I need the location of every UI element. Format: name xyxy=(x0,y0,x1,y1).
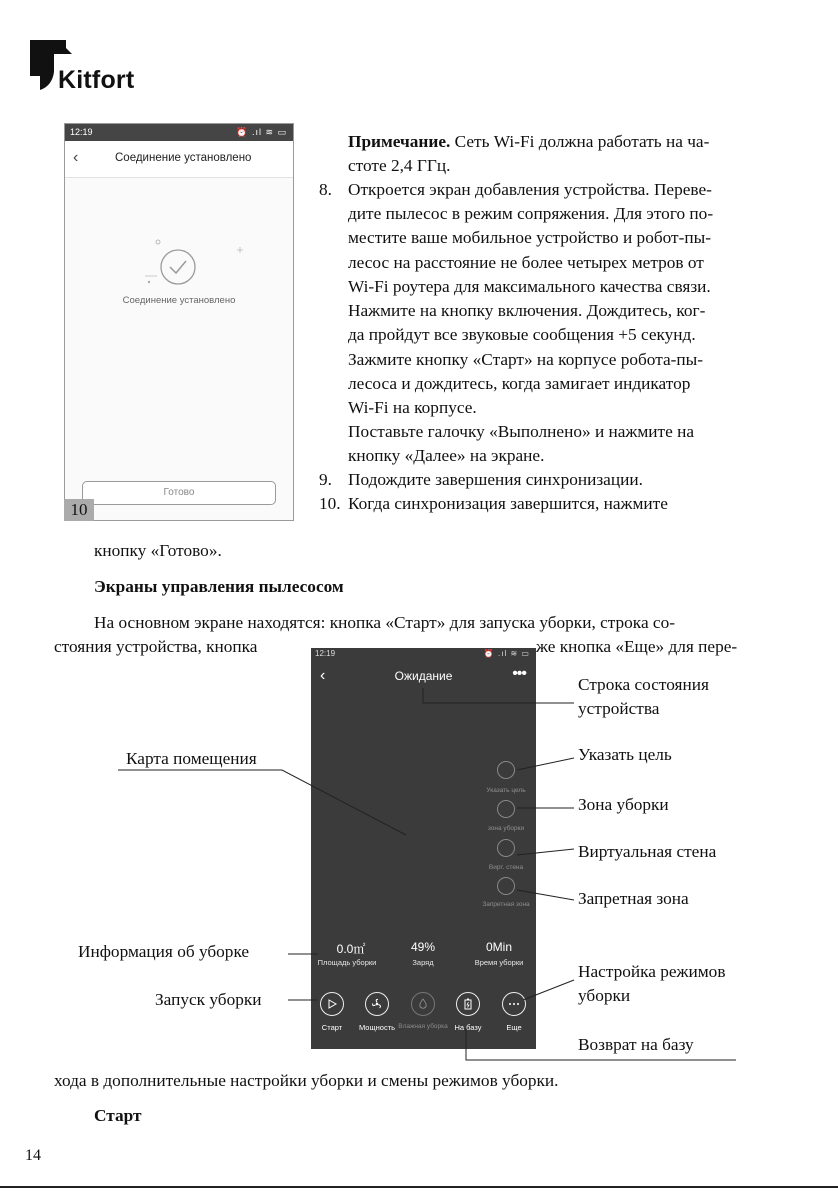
cleaned-area-label: Площадь уборки xyxy=(317,958,377,967)
status-time: 12:19 xyxy=(70,127,93,137)
control-label: Старт xyxy=(321,1023,343,1032)
header-title: Соединение установлено xyxy=(115,152,252,164)
note-line-2: стоте 2,4 ГГц. xyxy=(348,156,451,175)
control-label: Мощность xyxy=(358,1023,396,1032)
callout-set-target: Указать цель xyxy=(578,745,672,764)
more-options-icon[interactable]: ••• xyxy=(512,665,526,682)
note-label: Примечание. xyxy=(348,132,451,151)
item-8-line: дите пылесос в режим сопряжения. Для этого по- xyxy=(348,204,714,223)
callout-virtual-wall: Виртуальная стена xyxy=(578,842,717,861)
paragraph-line: стояния устройства, кнопка xyxy=(54,637,258,656)
continuation-text: кнопку «Готово». xyxy=(94,541,222,560)
tool-label: зона уборки xyxy=(487,825,525,832)
figure-number-badge: 10 xyxy=(64,499,94,521)
control-label: Еще xyxy=(506,1023,522,1032)
cleaned-area-value: 0.0㎡ xyxy=(336,942,366,956)
callout-no-go-zone: Запретная зона xyxy=(578,889,689,908)
connection-message: Соединение установлено xyxy=(122,295,236,306)
page-number: 14 xyxy=(25,1147,41,1164)
control-label: Влажная уборка xyxy=(398,1023,448,1030)
battery-label: Заряд xyxy=(412,958,434,967)
callout-start-cleaning: Запуск уборки xyxy=(155,990,262,1009)
brand-logo-text: Kitfort xyxy=(58,66,135,94)
item-8-line: Wi-Fi на корпусе. xyxy=(348,398,477,417)
tool-label: Вирт. стена xyxy=(488,864,524,871)
control-label: На базу xyxy=(454,1023,482,1032)
cleaning-time-label: Время уборки xyxy=(474,958,524,967)
status-icons: ⏰ .ıl ≋ ▭ xyxy=(483,649,530,658)
status-time: 12:19 xyxy=(315,649,336,658)
tool-label: Указать цель xyxy=(486,787,526,794)
item-8-line: кнопку «Далее» на экране. xyxy=(348,446,545,465)
item-8-line: лесос на расстояние не более четырех метров от xyxy=(348,253,704,272)
cleaning-time-value: 0Min xyxy=(485,940,512,954)
callout-return-to-base: Возврат на базу xyxy=(578,1035,694,1054)
item-8-line: Откроется экран добавления устройства. Переве- xyxy=(348,180,712,199)
device-status-title: Ожидание xyxy=(394,669,453,683)
status-icons: ⏰ .ıl ≋ ▭ xyxy=(236,127,287,137)
item-8-line: Поставьте галочку «Выполнено» и нажмите на xyxy=(348,422,695,441)
subheading-start: Старт xyxy=(94,1106,142,1125)
tool-label: Запретная зона xyxy=(482,901,530,908)
callout-status-line: Строка состояния xyxy=(578,675,709,694)
callout-room-map: Карта помещения xyxy=(126,749,257,768)
item-8-line: лесоса и дождитесь, когда замигает индикатор xyxy=(348,374,691,393)
callout-mode-settings-2: уборки xyxy=(578,986,631,1005)
callout-status-line-2: устройства xyxy=(578,699,660,718)
item-10-text: Когда синхронизация завершится, нажмите xyxy=(348,494,668,513)
paragraph-line: же кнопка «Еще» для пере- xyxy=(536,637,738,656)
battery-value: 49% xyxy=(410,940,436,954)
item-9-text: Подождите завершения синхронизации. xyxy=(348,470,643,489)
item-8-line: Зажмите кнопку «Старт» на корпусе робота-пы- xyxy=(348,350,704,369)
callout-mode-settings: Настройка режимов xyxy=(578,962,726,981)
back-arrow-icon[interactable]: ‹ xyxy=(73,149,79,166)
back-arrow-icon[interactable]: ‹ xyxy=(320,667,326,684)
callout-cleaning-zone: Зона уборки xyxy=(578,795,669,814)
item-10-number: 10. xyxy=(319,494,341,513)
item-8-line: Wi-Fi роутера для максимального качества связи. xyxy=(348,277,711,296)
paragraph-line: хода в дополнительные настройки уборки и смены режимов уборки. xyxy=(54,1071,559,1090)
item-8-line: да пройдут все звуковые сообщения +5 секунд. xyxy=(348,325,696,344)
item-8-line: местите ваше мобильное устройство и робот-пы- xyxy=(348,228,711,247)
item-8-line: Нажмите на кнопку включения. Дождитесь, ког- xyxy=(348,301,706,320)
section-heading: Экраны управления пылесосом xyxy=(94,577,344,596)
callout-cleaning-info: Информация об уборке xyxy=(78,942,250,961)
paragraph-line: На основном экране находятся: кнопка «Старт» для запуска уборки, строка со- xyxy=(94,613,675,632)
done-button[interactable]: Готово xyxy=(82,481,276,505)
item-9-number: 9. xyxy=(319,470,332,489)
bottom-rule xyxy=(0,1186,838,1188)
item-8-number: 8. xyxy=(319,180,332,199)
note-text: Сеть Wi-Fi должна работать на ча- xyxy=(450,132,710,151)
